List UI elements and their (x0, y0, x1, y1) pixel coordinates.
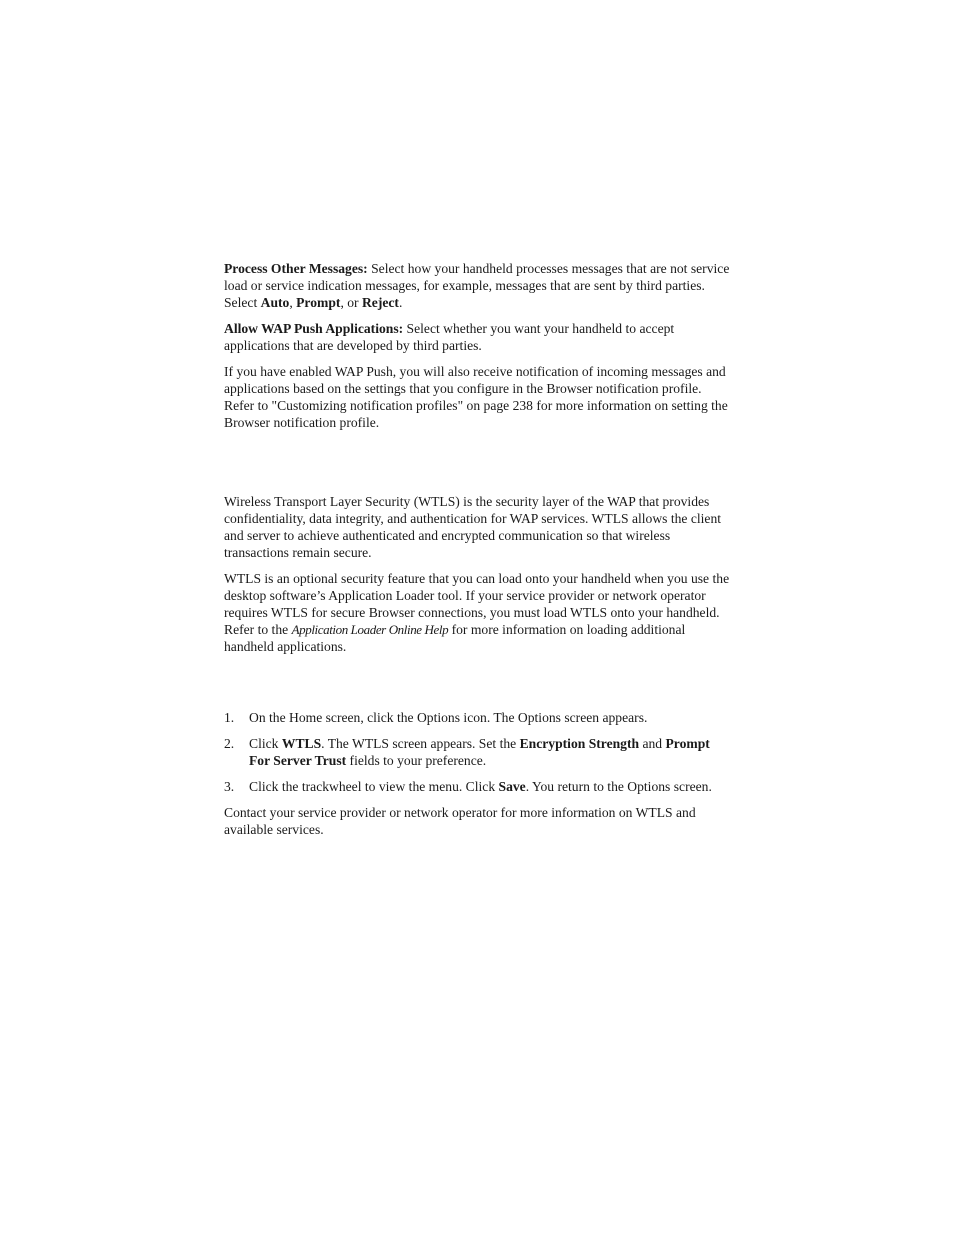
list-item (224, 735, 730, 769)
list-item (224, 709, 730, 726)
step-text: On the Home screen, click the Options icon. The Options screen appears. (249, 710, 648, 725)
section-gap (224, 440, 730, 493)
wtls-intro-para: Wireless Transport Layer Security (WTLS) is the security layer of the WAP that provides confidentiality, data integrity, and authentication for WAP services. WTLS allows the client and server to achieve authenticated and encrypted communication so that wireless transactions remain secure. (224, 494, 722, 560)
process-other-messages-para (224, 260, 730, 311)
steps-gap (224, 664, 730, 709)
save-label: Save (498, 779, 526, 794)
step-text: and (639, 736, 666, 751)
option-reject: Reject (361, 295, 399, 310)
step-text: fields to your preference. (346, 753, 487, 768)
list-item (224, 778, 730, 795)
wtls-optional-para (224, 570, 730, 655)
allow-wap-push-label: Allow WAP Push Applications: (224, 321, 404, 336)
help-title: Application Loader Online Help (291, 622, 449, 637)
allow-wap-push-text: Select whether you want your handheld to accept applications that are developed by third parties. (224, 321, 675, 353)
period: . (398, 295, 403, 310)
wtls-optional-text: WTLS is an optional security feature that you can load onto your handheld when you use the desktop software’s Application Loader tool. If your service provider or network operator requires WTLS for secure Browser connections, you must load WTLS onto your handheld. Refer to the (224, 571, 730, 637)
notification-para: If you have enabled WAP Push, you will also receive notification of incoming messages and applications based on the settings that you configure in the Browser notification profile. Refer to "Customizing notification profiles" on page 238 for more information on setting the Browser notification profile. (224, 364, 728, 430)
option-auto: Auto (260, 295, 290, 310)
step-text: Click (249, 736, 282, 751)
encryption-strength-label: Encryption Strength (519, 736, 640, 751)
prompt-server-trust-label: Prompt For Server Trust (249, 736, 710, 768)
step-text: . The WTLS screen appears. Set the (321, 736, 520, 751)
steps-list (224, 709, 730, 795)
document-body (224, 260, 730, 847)
step-text: . You return to the Options screen. (525, 779, 712, 794)
wtls-optional-text-end: for more information on loading additional handheld applications. (224, 622, 686, 654)
step-text: Click the trackwheel to view the menu. Click (249, 779, 499, 794)
step-number: 1. (224, 710, 235, 725)
separator: , (289, 295, 297, 310)
allow-wap-push-para (224, 320, 730, 354)
step-number: 2. (224, 736, 235, 751)
process-other-messages-text: Select how your handheld processes messages that are not service load or service indication messages, for example, messages that are sent by third parties. Select (224, 261, 730, 310)
closing-para: Contact your service provider or network operator for more information on WTLS and available services. (224, 805, 696, 837)
option-prompt: Prompt (296, 295, 341, 310)
step-number: 3. (224, 779, 235, 794)
wtls-label: WTLS (281, 736, 322, 751)
separator: , or (340, 295, 362, 310)
process-other-messages-label: Process Other Messages: (224, 261, 368, 276)
